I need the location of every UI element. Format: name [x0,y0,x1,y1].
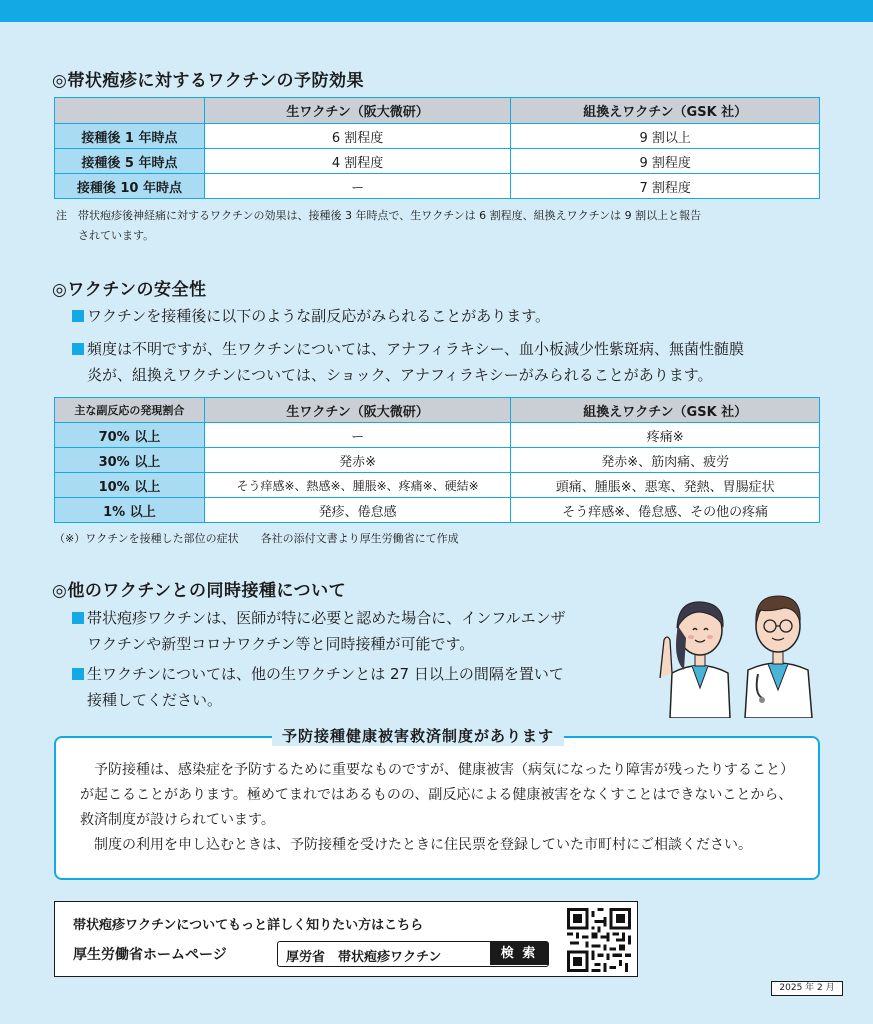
table-header-row [55,98,820,124]
table-row [55,174,820,199]
table-cell: 発疹、倦怠感 [204,498,511,523]
relief-system-title: 予防接種健康被害救済制度があります [272,725,564,746]
side-effect-table [54,397,820,523]
table-cell: ー [204,174,511,199]
table-cell: そう痒感※、倦怠感、その他の疼痛 [511,498,820,523]
table-row [55,124,820,149]
table-cell: 9 割程度 [511,149,820,174]
table-cell: ー [204,423,511,448]
table-header-cell: 主な副反応の発現割合 [55,398,205,423]
side-effect-footnote: （※）ワクチンを接種した部位の症状 各社の添付文書より厚生労働省にて作成 [54,532,459,545]
more-info-text: 帯状疱疹ワクチンについてもっと詳しく知りたい方はこちら [73,918,424,933]
table-header-cell [55,98,205,124]
search-box[interactable] [277,941,549,967]
table-cell: 6 割程度 [204,124,511,149]
search-query-text: 厚労省 帯状疱疹ワクチン [286,950,442,965]
row-header-cell: 接種後 5 年時点 [55,149,205,174]
row-header-cell: 1% 以上 [55,498,205,523]
table-cell: 疼痛※ [511,423,820,448]
effect-table [54,97,820,199]
doctors-illustration [650,578,830,718]
table-header-row [55,398,820,423]
table-cell: 7 割程度 [511,174,820,199]
safety-bullet-1 [72,303,832,329]
bullet-square-icon [72,310,84,322]
table-cell: 発赤※ [204,448,511,473]
concurrent-bullet-2 [72,661,652,713]
effect-note-line1: 帯状疱疹後神経痛に対するワクチンの効果は、接種後 3 年時点で、生ワクチンは 6 割程度、組換えワクチンは 9 割以上と報告 [78,209,702,222]
table-cell: 頭痛、腫脹※、悪寒、発熱、胃腸症状 [511,473,820,498]
bullet-square-icon [72,343,84,355]
table-row [55,423,820,448]
relief-paragraph-2: 制度の利用を申し込むときは、予防接種を受けたときに住民票を登録していた市町村にご相談ください。 [94,837,752,853]
search-button[interactable]: 検 索 [490,942,548,965]
table-header-cell: 生ワクチン（阪大微研） [204,98,511,124]
table-row [55,448,820,473]
concurrent-bullet-1 [72,605,652,657]
row-header-cell: 10% 以上 [55,473,205,498]
bullet-text-continued: 接種してください。 [87,691,223,709]
table-row [55,149,820,174]
qr-code-icon[interactable] [567,908,631,972]
bullet-text: ワクチンを接種後に以下のような副反応がみられることがあります。 [87,307,551,325]
bullet-text: 生ワクチンについては、他の生ワクチンとは 27 日以上の間隔を置いて [87,665,564,683]
section-heading-safety: ◎ワクチンの安全性 [52,280,207,300]
row-header-cell: 接種後 1 年時点 [55,124,205,149]
section-heading-concurrent: ◎他のワクチンとの同時接種について [52,581,347,601]
table-cell: 9 割以上 [511,124,820,149]
row-header-cell: 70% 以上 [55,423,205,448]
effect-note-line2: されています。 [78,229,155,242]
more-info-box [54,901,638,977]
top-banner [0,0,873,22]
safety-bullet-2 [72,336,832,388]
bullet-square-icon [72,668,84,680]
table-header-cell: 組換えワクチン（GSK 社） [511,98,820,124]
table-row [55,473,820,498]
relief-system-text [80,758,800,858]
female-doctor-icon [660,602,730,718]
row-header-cell: 接種後 10 年時点 [55,174,205,199]
section-heading-effect: ◎帯状疱疹に対するワクチンの予防効果 [52,71,364,91]
bullet-text-continued: 炎が、組換えワクチンについては、ショック、アナフィラキシーがみられることがあります。 [87,366,713,384]
bullet-text-continued: ワクチンや新型コロナワクチン等と同時接種が可能です。 [87,635,475,653]
relief-paragraph-1: 予防接種は、感染症を予防するために重要なものですが、健康被害（病気になったり障害が残ったりすること）が起こることがあります。極めてまれではあるものの、副反応による健康被害をなくすことはできないことから、救済制度が設けられています。 [80,762,794,828]
row-header-cell: 30% 以上 [55,448,205,473]
table-cell: 4 割程度 [204,149,511,174]
table-cell: 発赤※、筋肉痛、疲労 [511,448,820,473]
bullet-square-icon [72,612,84,624]
bullet-text: 帯状疱疹ワクチンは、医師が特に必要と認めた場合に、インフルエンザ [87,609,566,627]
bullet-text: 頻度は不明ですが、生ワクチンについては、アナフィラキシー、血小板減少性紫斑病、無菌性髄膜 [87,340,745,358]
table-header-cell: 組換えワクチン（GSK 社） [511,398,820,423]
male-doctor-icon [745,596,812,718]
mhlw-homepage-label: 厚生労働省ホームページ [73,947,227,963]
issue-date: 2025 年 2 月 [771,981,843,996]
effect-note-label: 注 [56,209,67,222]
table-row [55,498,820,523]
table-cell: そう痒感※、熱感※、腫脹※、疼痛※、硬結※ [204,473,511,498]
table-header-cell: 生ワクチン（阪大微研） [204,398,511,423]
